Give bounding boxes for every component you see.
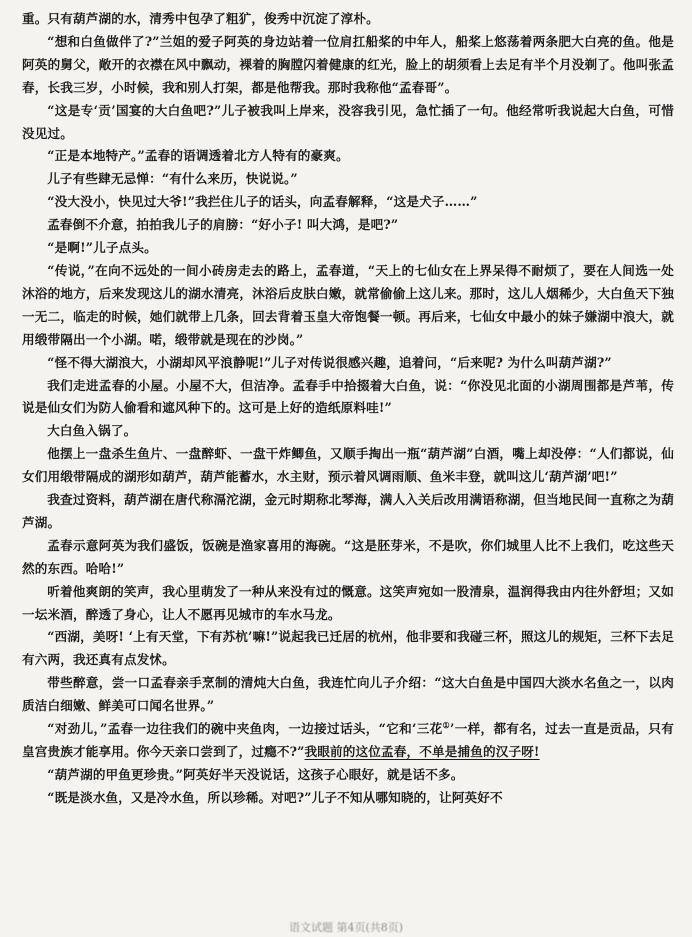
paragraph-21: “既是淡水鱼，又是冷水鱼，所以珍稀。对吧?”儿子不知从哪知晓的，让阿英好不 (47, 789, 503, 805)
paragraph-5: 儿子有些肆无忌惮：“有什么来历，快说说。” (47, 171, 298, 187)
paragraph-9: “传说，”在向不远处的一间小砖房走去的路上，孟春道，“天上的七仙女在上界呆得不耐烦了，要在人间选一处沐浴的地方，后来发现这儿的湖水清亮，沐浴后皮肤白嫩，就常偷偷上这儿来。那时，这儿人烟稀少，大白鱼天下独一无二，临走的时候，她们就带上几条，回去背着玉皇大帝饱餐一顿。再后来，七仙女中最小的妹子嫌湖中浪大，就用缎带隔出一个小湖。喏，缎带就是现在的沙岗。” (22, 262, 674, 347)
paragraph-20: “葫芦湖的甲鱼更珍贵。”阿英好半天没说话，这孩子心眼好，就是话不多。 (47, 766, 464, 782)
paragraph-4: “正是本地特产。”孟春的语调透着北方人特有的豪爽。 (47, 148, 349, 164)
paragraph-10: “怪不得大湖浪大，小湖却风平浪静呢!”儿子对传说很感兴趣，追着问，“后来呢? 为什么叫葫芦湖?” (47, 354, 612, 370)
underlined-sentence: 我眼前的这位孟春，不单是捕鱼的汉子呀! (304, 744, 540, 759)
paragraph-1: 重。只有葫芦湖的水，清秀中包孕了粗犷，俊秀中沉淀了淳朴。 (22, 11, 379, 26)
paragraph-2: “想和白鱼做伴了?”兰姐的爱子阿英的身边站着一位肩扛船桨的中年人，船桨上悠荡着两条肥大白亮的鱼。他是阿英的舅父，敞开的衣襟在风中飘动，裸着的胸膛闪着健康的红光，脸上的胡须看上去足有半个月没剃了。他叫张孟春，长我三岁，小时候，我和别人打架，都是他帮我。那时我称他“孟春哥”。 (22, 33, 674, 95)
page-footer: 语文试题 第4页(共8页) (288, 921, 404, 934)
paragraph-14: 我查过资料，葫芦湖在唐代称滆沱湖，金元时期称北琴海，满人入关后改用满语称湖，但当地民间一直称之为葫芦湖。 (22, 492, 674, 530)
paragraph-15: 孟春示意阿英为我们盛饭，饭碗是渔家喜用的海碗。“这是胚芽米，不是吹，你们城里人比不上我们，吃这些天然的东西。哈哈!” (22, 537, 674, 576)
paragraph-16: 听着他爽朗的笑声，我心里萌发了一种从来没有过的慨意。这笑声宛如一股清泉，温润得我由内往外舒坦；又如一坛米酒，醉透了身心，让人不愿再见城市的车水马龙。 (22, 583, 674, 622)
paragraph-6: “没大没小，快见过大爷!”我拦住儿子的话头，向孟春解释，“这是犬子……” (47, 194, 478, 210)
paragraph-12: 大白鱼入锅了。 (47, 423, 137, 439)
paragraph-3: “这是专‘贡’国宴的大白鱼吧?”儿子被我叫上岸来，没容我引见，急忙插了一句。他经常听我说起大白鱼，可惜没见过。 (22, 102, 674, 141)
paragraph-13: 他摆上一盘杀生鱼片、一盘醉虾、一盘干炸鲫鱼，又顺手掏出一瓶“葫芦湖”白酒，嘴上却没停：“人们都说，仙女们用缎带隔成的湖形如葫芦，葫芦能蓄水，水主财，预示着风调雨顺、鱼米丰登，就叫这儿‘葫芦湖’吧!” (22, 446, 674, 485)
paragraph-19 (22, 718, 674, 764)
paragraph-8: “是啊!”儿子点头。 (47, 240, 157, 256)
article-body (22, 8, 674, 810)
paragraph-11: 我们走进孟春的小屋。小屋不大，但洁净。孟春手中拾掇着大白鱼，说：“你没见北面的小湖周围都是芦苇，传说是仙女们为防人偷看和遮风种下的。这可是上好的造纸原料哇!” (22, 377, 674, 416)
paragraph-7: 孟春倒不介意，拍拍我儿子的肩膀：“好小子! 叫大鸿，是吧?” (47, 217, 399, 233)
paragraph-18: 带些醉意，尝一口孟春亲手烹制的清炖大白鱼，我连忙向儿子介绍：“这大白鱼是中国四大淡水名鱼之一，以肉质洁白细嫩、鲜美可口闻名世界。” (22, 675, 674, 714)
paragraph-17: “西湖，美呀! ‘上有天堂，下有苏杭’嘛!”说起我已迁居的杭州，他非要和我碰三杯，照这儿的规矩，三杯下去足有六两，我还真有点发怵。 (22, 629, 674, 668)
paragraph-19-text: “对劲儿，”孟春一边往我们的碗中夹鱼肉，一边接过话头，“它和‘三花①’一样，都有名，过去一直是贡品，只有皇宫贵族才能享用。你今天亲口尝到了，过瘾不?” (22, 719, 674, 759)
footnote-marker: ① (442, 719, 451, 730)
